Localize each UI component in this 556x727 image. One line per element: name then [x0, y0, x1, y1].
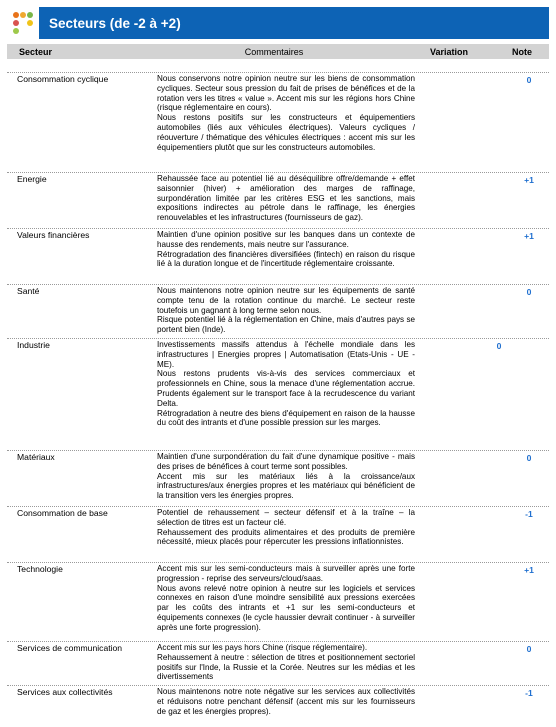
sector-name: Technologie [17, 564, 63, 574]
sector-note: +1 [524, 231, 534, 241]
logo-dot [13, 20, 19, 26]
sector-comment [157, 564, 415, 633]
logo-dot [27, 12, 33, 18]
sector-name: Services aux collectivités [17, 687, 113, 697]
column-header-note: Note [512, 46, 532, 57]
column-header-variation: Variation [429, 46, 468, 57]
section-header [7, 7, 549, 39]
sector-note: +1 [524, 565, 534, 575]
sector-note: 0 [526, 75, 532, 85]
sector-name: Santé [17, 286, 40, 296]
sector-note: 0 [526, 453, 532, 463]
sector-note: +1 [524, 175, 534, 185]
table-row [7, 641, 549, 686]
logo-dot [20, 12, 26, 18]
sector-comment [157, 340, 415, 428]
sector-comment [157, 74, 415, 152]
sector-note: 0 [526, 287, 532, 297]
sector-comment [157, 687, 415, 716]
table-row [7, 685, 549, 722]
comment-paragraph: Investissements massifs attendus à l'échelle mondiale dans les infrastructures | Energies propres | Automatisation (Etats-Unis - UE - ME). [157, 340, 415, 369]
sector-note: 0 [526, 644, 532, 654]
sector-comment [157, 452, 415, 501]
comment-paragraph: Accent mis sur les pays hors Chine (risque réglementaire). [157, 643, 368, 652]
table-row [7, 72, 549, 173]
comment-paragraph: Potentiel de rehaussement – secteur défensif et à la traîne – la sélection de titres est un facteur clé. [157, 508, 415, 527]
comment-paragraph: Accent mis sur les matériaux liés à la croissance/aux infrastructures/aux énergies propres et les matériaux qui bénéficient de la transition vers les énergies propres. [157, 471, 415, 501]
sector-name: Valeurs financières [17, 230, 90, 240]
sector-name: Consommation cyclique [17, 74, 109, 84]
table-row [7, 562, 549, 642]
sector-comment [157, 174, 415, 223]
comment-paragraph: Nous maintenons notre note négative sur les services aux collectivités et réduisons notre penchant défensif (accent mis sur les fournisseurs de gaz et les énergies propres). [157, 687, 415, 716]
comment-paragraph: Accent mis sur les semi-conducteurs mais à surveiller après une forte progression - reprise des serveurs/cloud/saas. [157, 564, 415, 583]
sector-name: Industrie [17, 340, 50, 350]
comment-paragraph: Risque potentiel lié à la réglementation en Chine, mais d'autres pays se portent bien (Inde). [157, 315, 415, 335]
table-row [7, 450, 549, 507]
comment-paragraph: Nous maintenons notre opinion neutre sur les équipements de santé compte tenu de la rotation continue du marché. Le secteur reste toutefois un gagnant à long terme selon nous. [157, 286, 415, 315]
table-row [7, 172, 549, 229]
sector-name: Consommation de base [17, 508, 108, 518]
table-row [7, 506, 549, 563]
logo-dot [13, 28, 19, 34]
comment-paragraph: Nous restons positifs sur les constructeurs et équipementiers automobiles (liés aux véhicules électriques). Valeurs cycliques / réouverture / thématique des véhicules électriques : accent mis sur les équipementiers plutôt que sur les constructeurs automobiles. [157, 113, 415, 152]
sector-note: 0 [496, 341, 502, 351]
sector-comment [157, 286, 415, 335]
sector-comment [157, 230, 415, 269]
table-row [7, 284, 549, 339]
logo-icon [7, 7, 39, 39]
table-row [7, 228, 549, 285]
table-row [7, 338, 549, 451]
column-header-comments: Commentaires [244, 46, 304, 57]
column-header-sector: Secteur [19, 46, 53, 57]
comment-paragraph: Nous restons prudents vis-à-vis des services commerciaux et professionnels en Chine, sous la menace d'une réglementation accrue. Prudents également sur le transport face à la recrudescence du variant Delta. [157, 369, 415, 408]
comment-paragraph: Maintien d'une opinion positive sur les banques dans un contexte de hausse des rendements, mais neutre sur l'assurance. [157, 230, 415, 249]
table-header [7, 44, 549, 59]
comment-paragraph: Rehaussement des produits alimentaires et des produits de première nécessité, mieux placés pour répercuter les pressions inflationnistes. [157, 527, 415, 547]
sector-comment [157, 508, 415, 547]
comment-paragraph: Maintien d'une surpondération du fait d'une dynamique positive - mais des prises de bénéfices à court terme sont possibles. [157, 452, 415, 471]
comment-paragraph: Rétrogradation à neutre des biens d'équipement en raison de la hausse du coût des intrants et d'une possible pression sur les marges. [157, 408, 415, 428]
sector-note: -1 [525, 688, 533, 698]
comment-paragraph: Rétrogradation des financières diversifiées (fintech) en raison du risque lié à la duration longue et de l'incertitude réglementaire croissante. [157, 249, 415, 269]
sector-table [7, 44, 549, 716]
logo-dot [27, 20, 33, 26]
sector-name: Matériaux [17, 452, 55, 462]
sector-name: Services de communication [17, 643, 123, 653]
sector-note: -1 [525, 509, 533, 519]
sector-comment [157, 643, 415, 682]
comment-paragraph: Nous conservons notre opinion neutre sur les biens de consommation cycliques. Secteur sous pression du fait de prises de bénéfices et de la rotation vers les titres « value ». Accent mis sur les régions hors Chine (risque réglementaire en cours). [157, 74, 415, 113]
logo-dot [13, 12, 19, 18]
comment-paragraph: Rehaussée face au potentiel lié au déséquilibre offre/demande + effet saisonnier (hiver) + amélioration des marges de raffinage, surpondération limitée par les critères ESG et les sanctions, mais expositions indirectes au pétrole dans le raffinage, les énergies renouvelables et les infrastructures (fournisseurs de gaz). [157, 174, 415, 223]
section-title: Secteurs (de -2 à +2) [49, 15, 181, 31]
sector-name: Energie [17, 174, 47, 184]
comment-paragraph: Rehaussement à neutre : sélection de titres et positionnement sectoriel positifs sur l'Inde, la Russie et la Corée. Neutres sur les médias et les divertissements [157, 652, 415, 682]
comment-paragraph: Nous avons relevé notre opinion à neutre sur les logiciels et services connexes en raison d'une moindre sensibilité aux pressions exercées par les coûts des intrants et +1 sur les semi-conducteurs et équipements connexes (le cycle haussier devrait continuer - à surveiller après une forte progression). [157, 583, 415, 632]
